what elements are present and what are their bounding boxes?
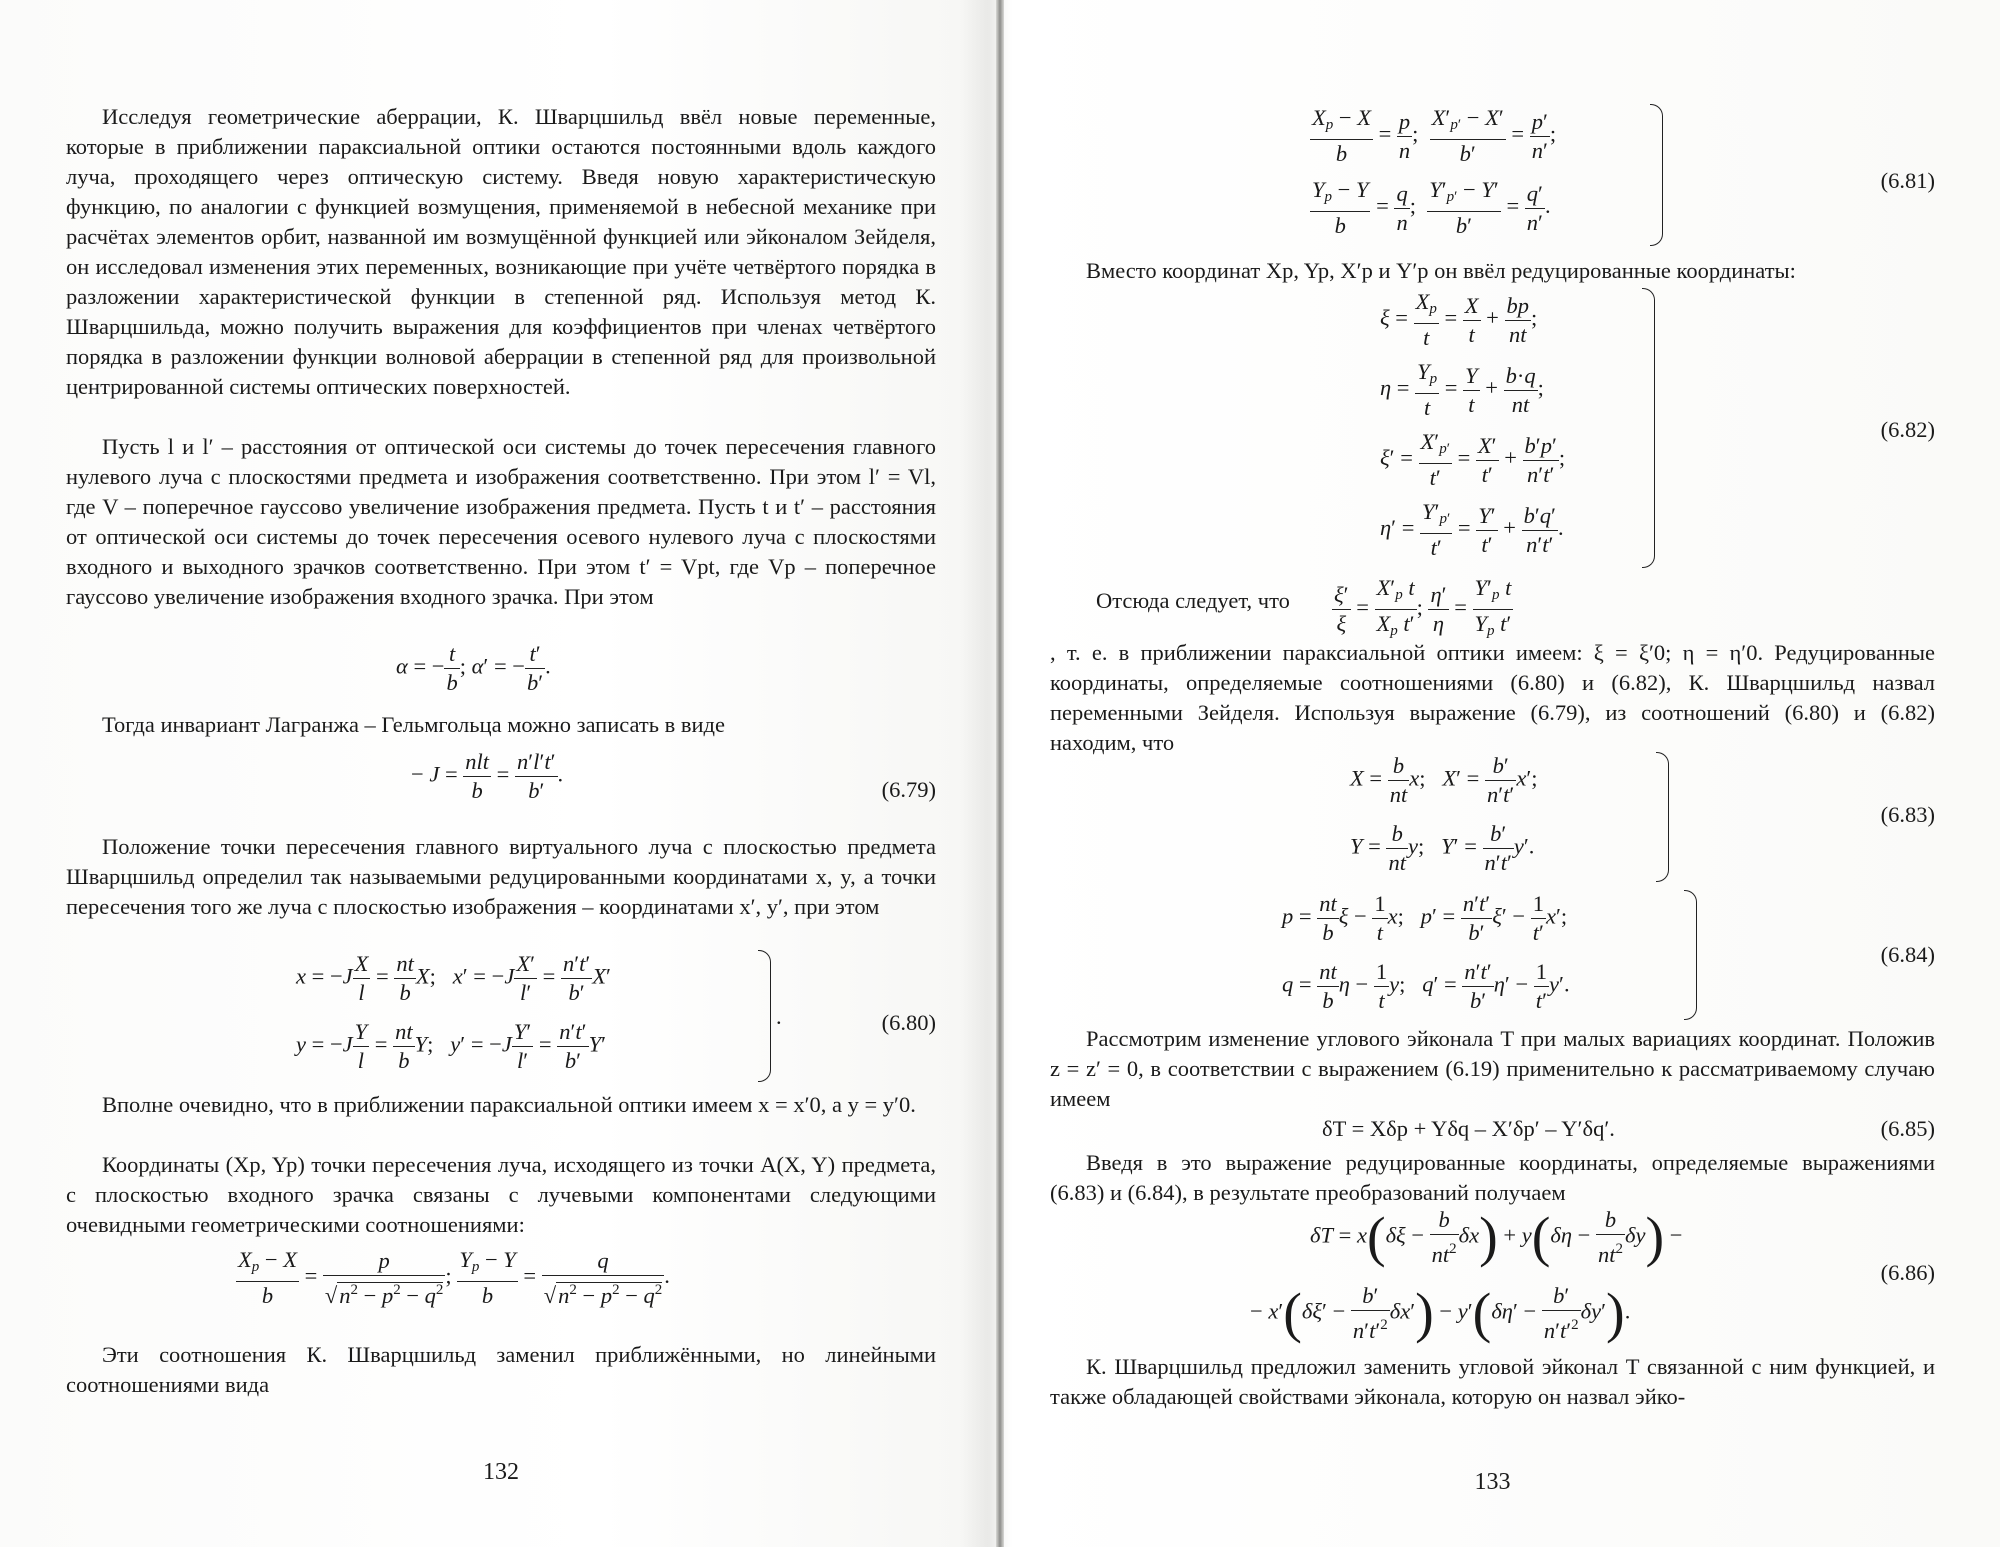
left-para-1: Исследуя геометрические аберрации, К. Шварцшильд ввёл новые переменные, которые в приближении параксиальной оптики остаются постоянными вдоль каждого луча, проходящего через оптическую систему. Введя новую характеристическую функцию, по аналогии с функцией возмущения, применяемой в небесной механике при расчётах элементов орбит, названной им возмущённой функцией или эйконалом Зейделя, он исследовал изменения этих переменных, возникающие при учёте четвёртого порядка в разложении характеристической функции в степенной ряд. Используя метод К. Шварцшильда, можно получить выражения для коэффициентов при членах четвёртого порядка в разложении функции волновой аберрации в степенной ряд для произвольной центрированной системы оптических поверхностей. [66,104,936,399]
equation-6-85: δT = Xδp + Yδq – X′δp′ – Y′δq′. [1322,1116,1615,1141]
equation-number-6-86: (6.86) [1880,1260,1935,1285]
equation-brace [1684,890,1697,1020]
equation-brace [1656,752,1669,882]
page-number-132: 132 [483,1459,519,1485]
book-gutter [996,0,1004,1547]
left-para-3: Тогда инвариант Лагранжа – Гельмгольца можно записать в виде [102,712,725,737]
equation-number-6-83: (6.83) [1880,802,1935,827]
equation-ratio: $\frac{\xi'}{\xi}$ = $\frac{X'_p t}{X_p t'}$ ; $\frac{\eta'}{\eta}$ = $\frac{Y'_p t}{Y_p t'}$ [1332,574,1513,645]
page-number-133: 133 [1474,1469,1511,1495]
equation-brace [758,950,771,1082]
right-para-4: Введя в это выражение редуцированные координаты, определяемые выражениями (6.83) и (6.84), в результате преобразований получаем [1050,1150,1935,1205]
equation-6-81: $\frac{X_p - X}{b}$ = $\frac{p}{n}$ ; $\frac{X'_{p'} - X'}{b'}$ = $\frac{p'}{n'}$ ; $\frac{Y_p - Y}{b}$ = $\frac{q}{n}$ ; $\frac{Y'_{p'} - Y'}{b'}$ = $\frac{q'}{n'}$ . [1310,104,1590,246]
equation-number-6-85: (6.85) [1880,1116,1935,1141]
right-para-1: Вместо координат Xp, Yp, X′p и Y′p он ввёл редуцированные координаты: [1086,258,1796,283]
left-para-4: Положение точки пересечения главного виртуального луча с плоскостью предмета Шварцшильд определил так называемыми редуцированными координатами x, y, а точки пересечения того же луча с плоскостью изображения – координатами x′, y′, при этом [66,834,936,919]
equation-6-84: p = $\frac{nt}{b}$ ξ − $\frac{1}{t}$ x; p′ = $\frac{n't'}{b'}$ ξ′ − $\frac{1}{t'}$ x′; q = $\frac{nt}{b}$ η − $\frac{1}{t}$ y; q′ = $\frac{n't'}{b'}$ η′ − $\frac{1}{t'}$ y′. [1282,890,1702,1020]
right-para-3: Рассмотрим изменение углового эйконала T при малых вариациях координат. Положив z = z′ = 0, в соответствии с выражением (6.19) применительно к рассматриваемому случаю имеем [1050,1026,1935,1111]
equation-alpha: α = − $\frac{t}{b}$ ; α′ = − $\frac{t'}{b'}$ . [396,641,551,695]
left-para-6: Координаты (Xp, Yp) точки пересечения луча, исходящего из точки A(X, Y) предмета, с плоскостью входного зрачка связаны с лучевыми компонентами следующими очевидными геометрическими соотношениями: [66,1152,936,1237]
left-para-7: Эти соотношения К. Шварцшильд заменил приближёнными, но линейными соотношениями вида [66,1342,936,1397]
left-page [66,0,936,1547]
equation-geometric: $\frac{X_p - X}{b}$ = $\frac{p}{√n^2 - p^2 - q^2}$ ; $\frac{Y_p - Y}{b}$ = $\frac{q}{√n^2 - p^2 - q^2}$ . [238,1247,670,1308]
left-para-5: Вполне очевидно, что в приближении параксиальной оптики имеем x = x′0, a y = y′0. [102,1092,916,1117]
right-page [1050,0,1935,1547]
equation-number-6-80: (6.80) [881,1010,936,1035]
right-para-5: К. Шварцшильд предложил заменить угловой эйконал T связанной с ним функцией, и также обладающей свойствами эйконала, которую он назвал эйко- [1050,1354,1935,1409]
equation-number-6-81: (6.81) [1880,168,1935,193]
equation-brace [1642,288,1655,568]
equation-6-79: − J = $\frac{\text{nlt}}{b}$ = $\frac{n'l't'}{b'}$ . [411,749,564,803]
equation-number-6-82: (6.82) [1880,417,1935,442]
equation-6-82: ξ = $\frac{X_p}{t}$ = $\frac{X}{t}$ + $\frac{bp}{nt}$ ; η = $\frac{Y_p}{t}$ = $\frac{Y}{t}$ + $\frac{b\cdot q}{nt}$ ; ξ′ = $\frac{X'_{p'}}{t'}$ = $\frac{X'}{t'}$ + $\frac{b'p'}{n't'}$ ; η′ = $\frac{Y'_{p'}}{t'}$ = $\frac{Y'}{t'}$ + $\frac{b'q'}{n't'}$ . [1380,288,1680,568]
equation-number-6-79: (6.79) [881,777,936,802]
left-para-2: Пусть l и l′ – расстояния от оптической оси системы до точек пересечения главного нулевого луча с плоскостями предмета и изображения соответственно. При этом l′ = Vl, где V – поперечное гауссово увеличение изображения предмета. Пусть t и t′ – расстояния от оптической оси системы до точек пересечения осевого нулевого луча с плоскостями входного и выходного зрачков соответственно. При этом t′ = Vpt, где Vp – поперечное гауссово увеличение изображения входного зрачка. При этом [66,434,936,609]
equation-6-83: X = $\frac{b}{nt}$ x; X′ = $\frac{b'}{n't'}$ x′; Y = $\frac{b}{nt}$ y; Y′ = $\frac{b'}{n't'}$ y′. [1350,752,1680,882]
equation-number-6-84: (6.84) [1880,942,1935,967]
equation-6-86: δT = x(δξ − $\frac{b}{nt^2}$ δx) + y(δη − $\frac{b}{nt^2}$ δy) − − x′(δξ′ − $\frac{b'}{n't'^2}$ δx′) − y′(δη′ − $\frac{b'}{n't'^2}$ δy′). [1250,1206,1683,1345]
equation-brace [1650,104,1663,246]
equation-6-80: x = −J $\frac{X}{l}$ = $\frac{nt}{b}$ X; x′ = −J $\frac{X'}{l'}$ = $\frac{n't'}{b'}$ X′ y = −J $\frac{Y}{l}$ = $\frac{nt}{b}$ Y; y′ = −J $\frac{Y'}{l'}$ = $\frac{n't'}{b'}$ Y′ . [296,950,786,1082]
right-para-2: Отсюда следует, что $\frac{\xi'}{\xi}$ = $\frac{X'_p t}{X_p t'}$ ; $\frac{\eta'}{\eta}$ = $\frac{Y'_p t}{Y_p t'}$ , т. е. в приближении параксиальной оптики имеем: ξ = ξ′0; η = η′0. Редуцированные координаты, определяемые соотношениями (6.80) и (6.82), К. Шварцшильд назвал переменными Зейделя. Используя выражение (6.79), из соотношений (6.80) и (6.82) находим, что [1050,575,1935,755]
